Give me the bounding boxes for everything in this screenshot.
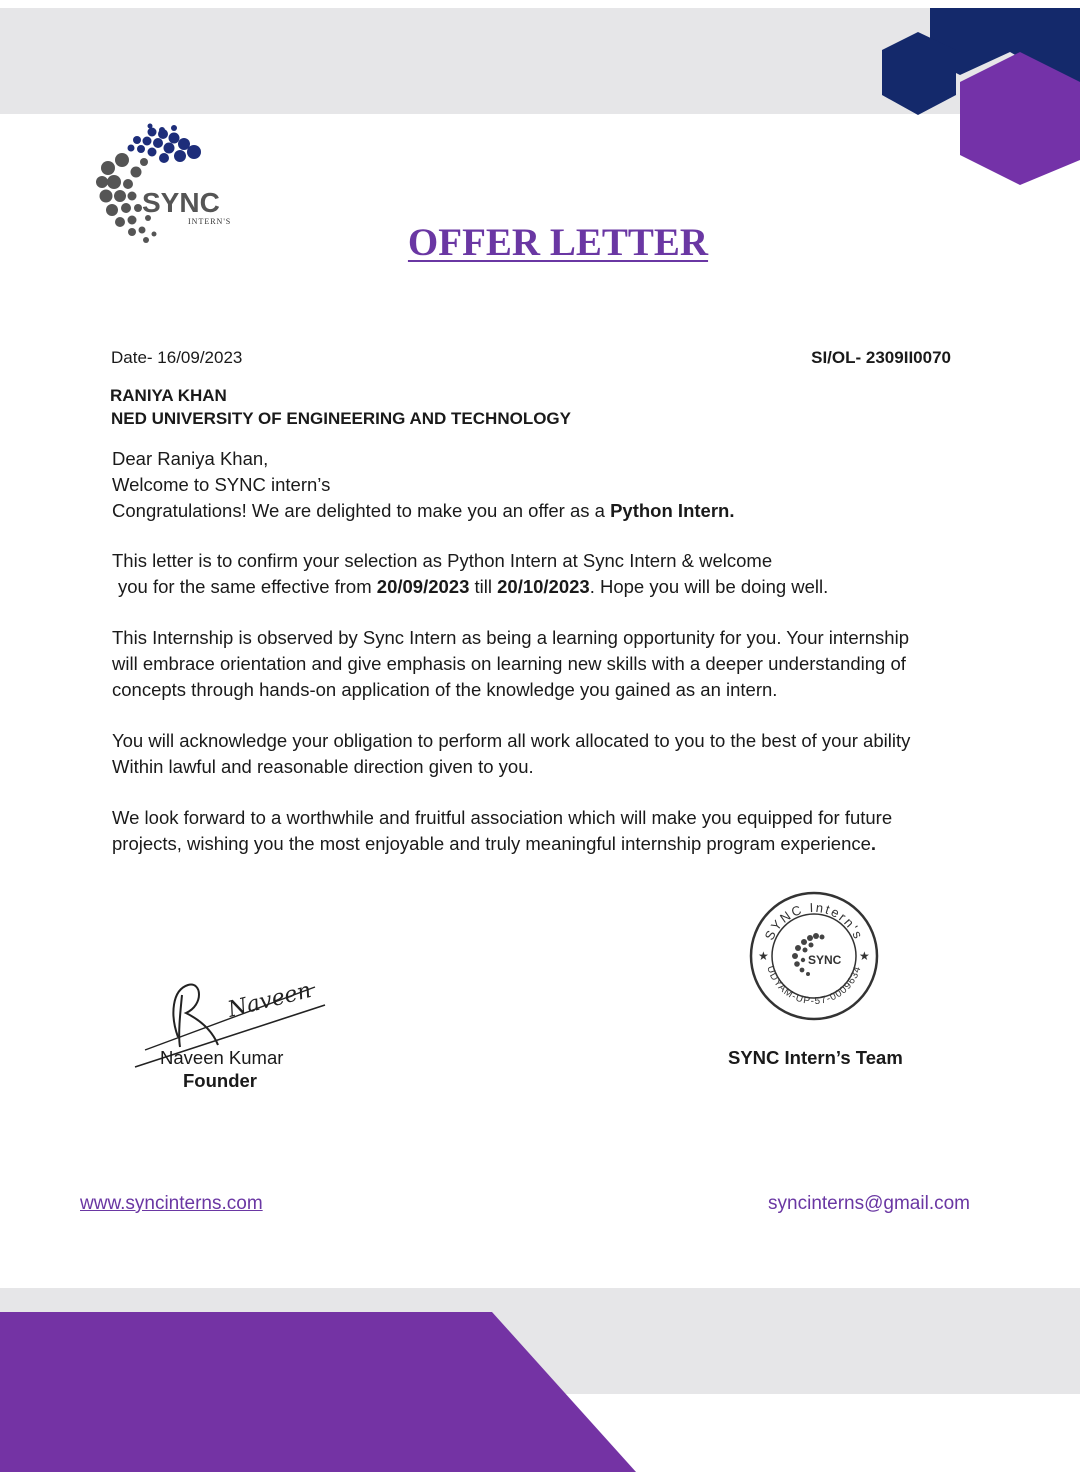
closing-text: projects, wishing you the most enjoyable and truly meaningful internship program experience xyxy=(112,833,871,854)
stamp-star-right: ★ xyxy=(859,949,870,963)
confirm-pre: you for the same effective from xyxy=(118,576,377,597)
reference-number: SI/OL- 2309II0070 xyxy=(811,348,951,367)
congrats-line xyxy=(112,498,962,524)
page-title xyxy=(0,220,1080,265)
letter-date: Date- 16/09/2023 xyxy=(111,348,243,367)
stamp-top-text: SYNC Intern's xyxy=(761,899,867,943)
confirm-post: . Hope you will be doing well. xyxy=(589,576,829,597)
closing-line-1: We look forward to a worthwhile and fruitful association which will make you equipped for future xyxy=(112,807,893,828)
closing-line-2 xyxy=(112,831,962,857)
logo-tagline: INTERN'S xyxy=(188,217,232,226)
end-date: 20/10/2023 xyxy=(497,576,590,597)
purple-footer-shape xyxy=(0,1312,636,1472)
internship-line-2: will embrace orientation and give emphasis on learning new skills with a deeper understanding of xyxy=(112,653,906,674)
internship-line-1: This Internship is observed by Sync Intern as being a learning opportunity for you. Your internship xyxy=(112,627,909,648)
recipient-name: RANIYA KHAN xyxy=(110,386,227,405)
logo-wordmark: SYNC xyxy=(142,187,220,218)
signatory-role: Founder xyxy=(183,1070,257,1091)
title-text: OFFER LETTER xyxy=(407,221,709,264)
greeting: Dear Raniya Khan, xyxy=(112,448,269,469)
stamp-bottom-text: UDYAM-UP-57-0009634 xyxy=(764,964,864,1008)
internship-paragraph xyxy=(112,625,962,703)
internship-line-3: concepts through hands-on application of the knowledge you gained as an intern. xyxy=(112,679,778,700)
company-stamp xyxy=(748,890,880,1022)
confirm-line-1: This letter is to confirm your selection as Python Intern at Sync Intern & welcome xyxy=(112,550,773,571)
email-link[interactable]: syncinterns@gmail.com xyxy=(768,1193,970,1214)
signatory-name: Naveen Kumar xyxy=(160,1047,284,1068)
closing-paragraph xyxy=(112,805,962,857)
team-signoff: SYNC Intern’s Team xyxy=(728,1047,903,1068)
congrats-role: Python Intern. xyxy=(610,500,735,521)
obligation-paragraph xyxy=(112,728,962,780)
welcome-line: Welcome to SYNC intern’s xyxy=(112,474,331,495)
confirm-line-2 xyxy=(112,574,962,600)
stamp-star-left: ★ xyxy=(758,949,769,963)
website-link[interactable]: www.syncinterns.com xyxy=(80,1193,263,1214)
start-date: 20/09/2023 xyxy=(376,576,470,597)
closing-period: . xyxy=(870,833,877,854)
confirmation-paragraph xyxy=(112,548,962,600)
stamp-center-text: SYNC xyxy=(808,953,842,967)
obligation-line-2: Within lawful and reasonable direction given to you. xyxy=(112,756,534,777)
signature-script: Naveen xyxy=(225,977,314,1023)
congrats-text: Congratulations! We are delighted to make you an offer as a xyxy=(112,500,611,521)
opening-paragraph xyxy=(112,446,962,524)
recipient-institution: NED UNIVERSITY OF ENGINEERING AND TECHNOLOGY xyxy=(111,409,571,428)
till-text: till xyxy=(469,576,498,597)
obligation-line-1: You will acknowledge your obligation to perform all work allocated to you to the best of your ability xyxy=(112,730,911,751)
